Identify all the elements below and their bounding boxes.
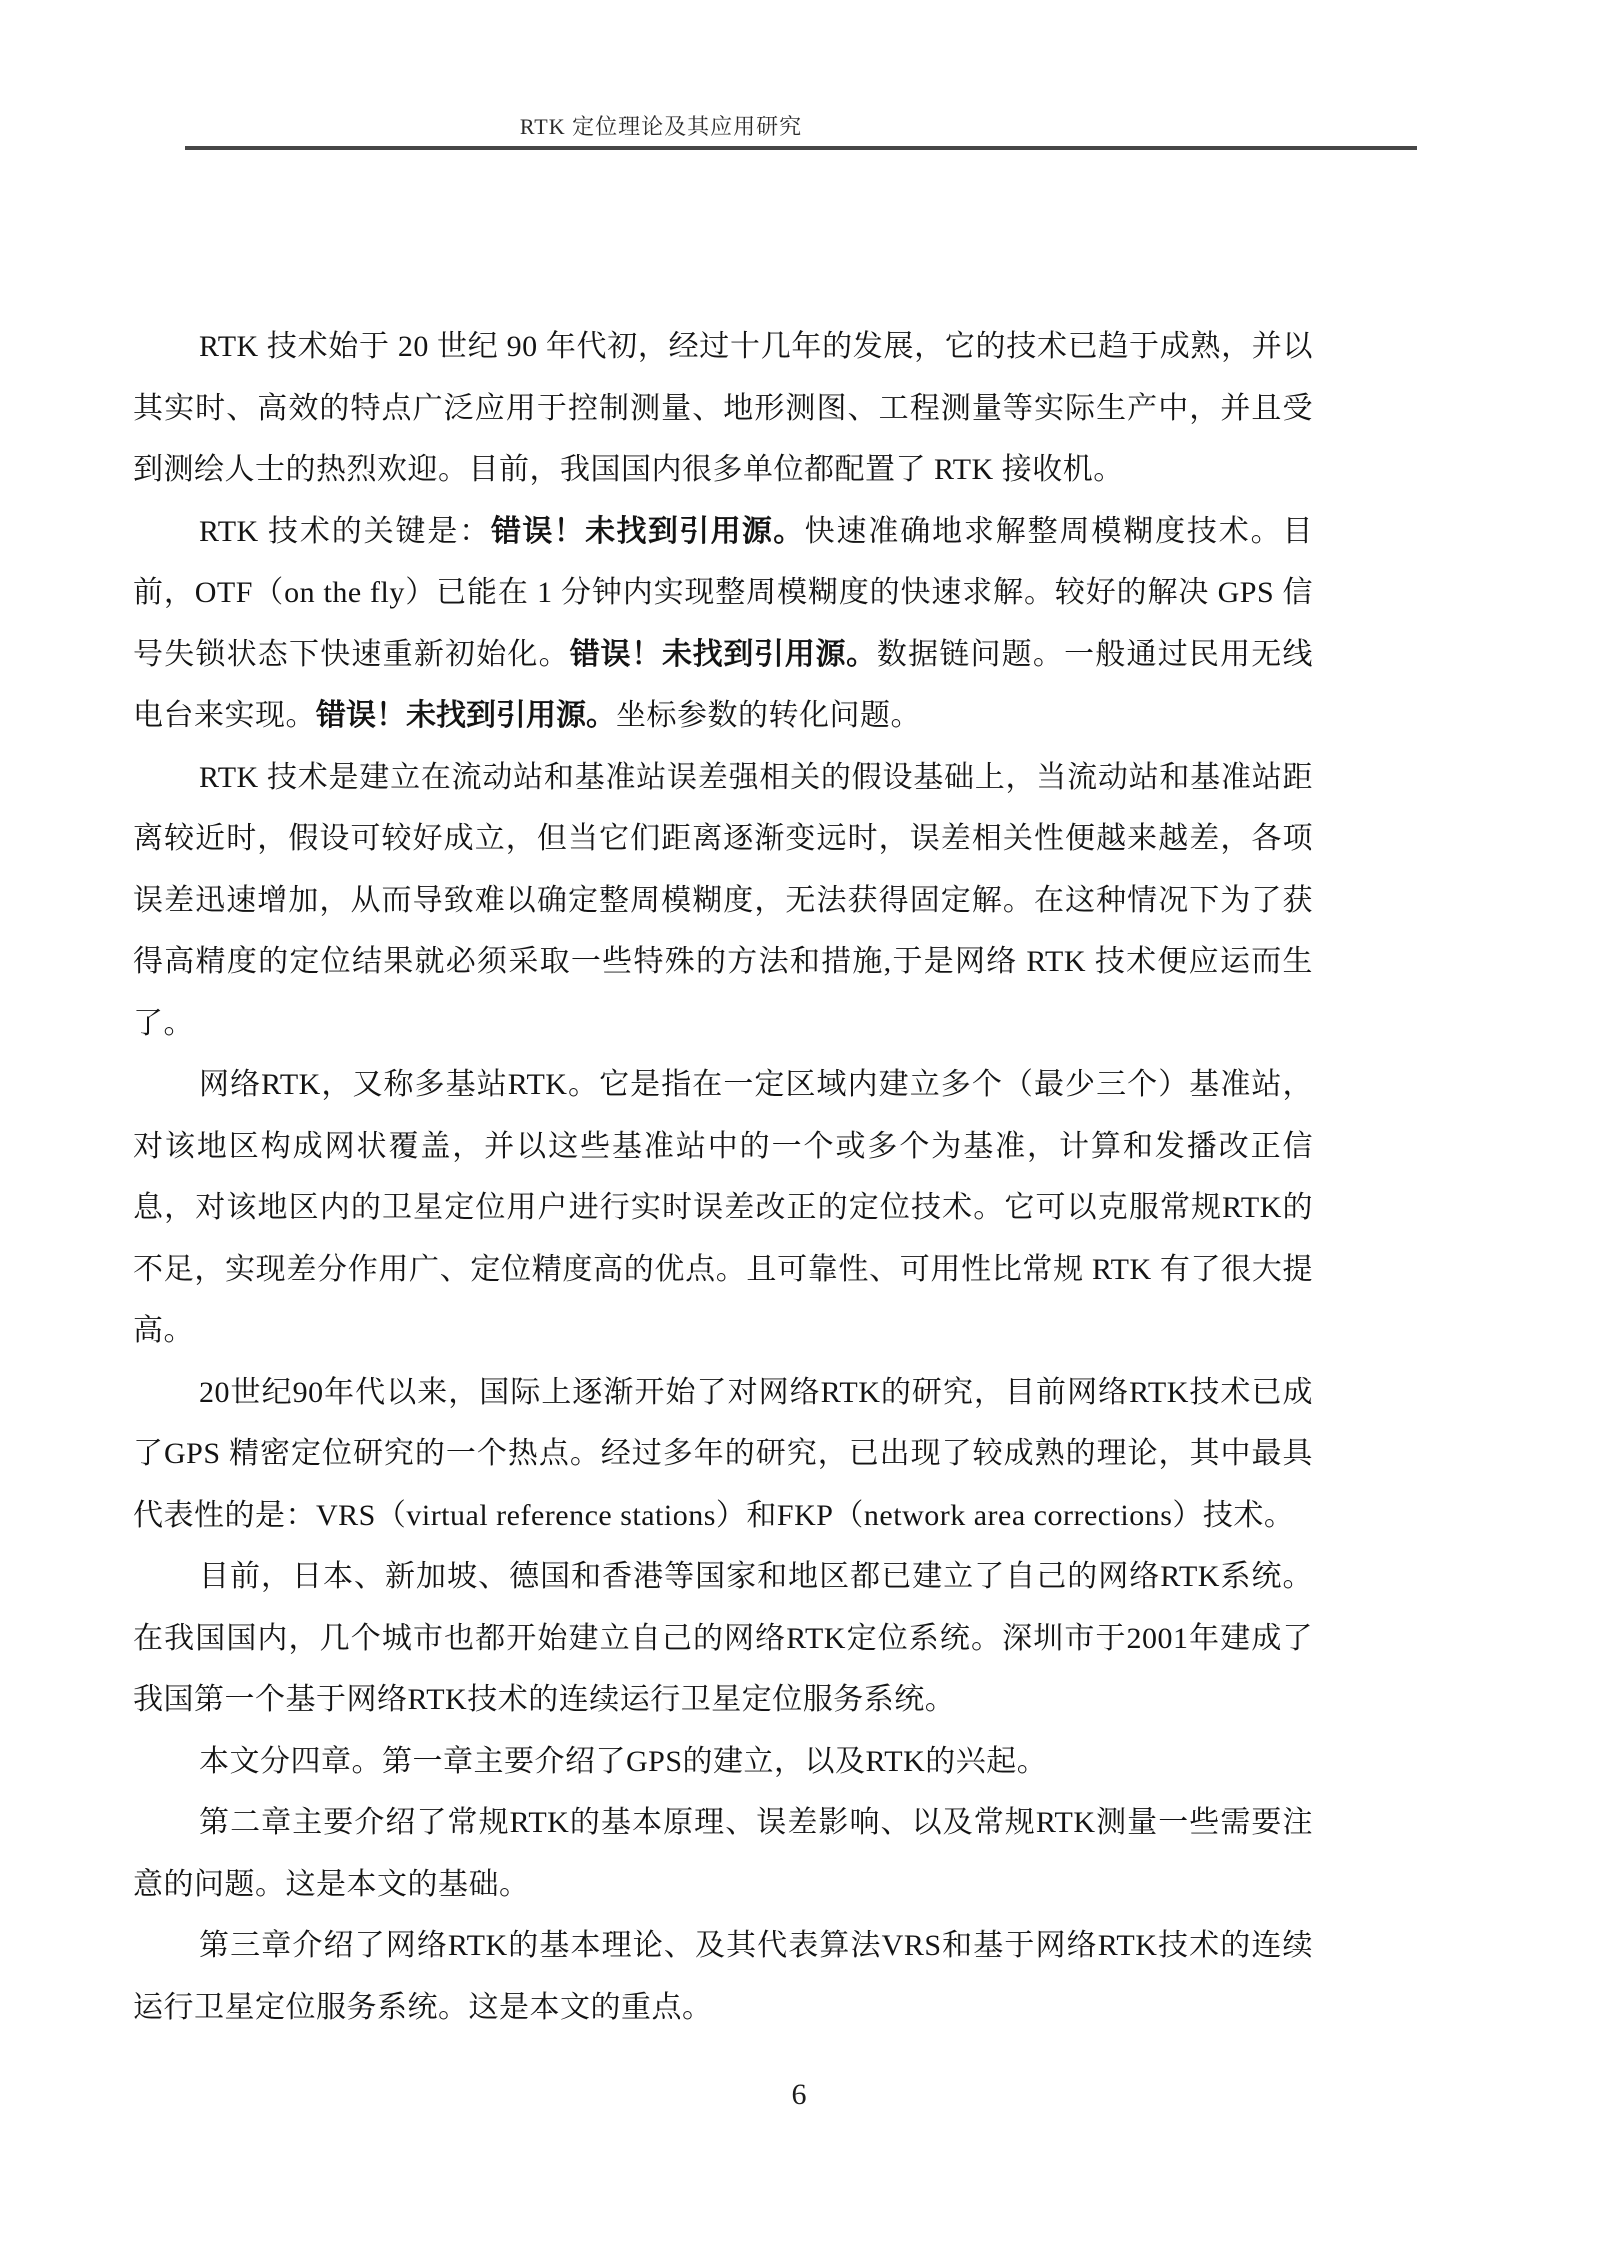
document-body (133, 316, 1313, 2038)
page-number: 6 (791, 2078, 807, 2111)
page-header-title: RTK 定位理论及其应用研究 (519, 114, 803, 139)
text-run: RTK 技术始于 20 世纪 90 年代初，经过十几年的发展，它的技术已趋于成熟，并以其实时、高效的特点广泛应用于控制测量、地形测图、工程测量等实际生产中，并且受到测绘人士的热烈欢迎。目前，我国国内很多单位都配置了 RTK 接收机。 (133, 330, 1313, 486)
error-ref-bold-run: 错误！未找到引用源。 (569, 637, 877, 671)
error-ref-bold-run: 错误！未找到引用源。 (316, 699, 616, 732)
paragraph (133, 1362, 1313, 1547)
text-run: RTK 技术的关键是： (199, 514, 492, 548)
paragraph (133, 1792, 1313, 1915)
paragraph (133, 1731, 1313, 1793)
paragraph (133, 501, 1313, 747)
text-run: 20世纪90年代以来，国际上逐渐开始了对网络RTK的研究，目前网络RTK技术已成了GPS 精密定位研究的一个热点。经过多年的研究，已出现了较成熟的理论，其中最具代表性的是：VRS（virtual reference stations）和FKP（network area corrections）技术。 (133, 1375, 1313, 1532)
error-ref-bold-run: 错误！未找到引用源。 (491, 514, 805, 548)
paragraph (133, 1915, 1313, 2038)
paragraph (133, 1054, 1313, 1362)
text-run: 本文分四章。第一章主要介绍了GPS的建立，以及RTK的兴起。 (199, 1744, 1048, 1778)
text-run: 坐标参数的转化问题。 (616, 699, 921, 732)
text-run: RTK 技术是建立在流动站和基准站误差强相关的假设基础上，当流动站和基准站距离较近时，假设可较好成立，但当它们距离逐渐变远时，误差相关性便越来越差，各项误差迅速增加，从而导致难以确定整周模糊度，无法获得固定解。在这种情况下为了获得高精度的定位结果就必须采取一些特殊的方法和措施,于是网络 RTK 技术便应运而生了。 (133, 760, 1313, 1040)
text-run: 网络RTK，又称多基站RTK。它是指在一定区域内建立多个（最少三个）基准站，对该地区构成网状覆盖，并以这些基准站中的一个或多个为基准，计算和发播改正信息，对该地区内的卫星定位用户进行实时误差改正的定位技术。它可以克服常规RTK的不足，实现差分作用广、定位精度高的优点。且可靠性、可用性比常规 RTK 有了很大提高。 (133, 1068, 1313, 1347)
header-rule (185, 146, 1417, 150)
paragraph (133, 1546, 1313, 1731)
text-run: 快速准确地求解整周模糊度技术。目前，OTF（on the fly）已能在 1 分钟内实现整周模糊度的快速求解。较好的解决 GPS 信号失锁状态下快速重新初始化。 (133, 514, 1314, 671)
paragraph (133, 316, 1313, 501)
text-run: 第二章主要介绍了常规RTK的基本原理、误差影响、以及常规RTK测量一些需要注意的问题。这是本文的基础。 (133, 1806, 1313, 1901)
text-run: 目前，日本、新加坡、德国和香港等国家和地区都已建立了自己的网络RTK系统。在我国国内，几个城市也都开始建立自己的网络RTK定位系统。深圳市于2001年建成了我国第一个基于网络RTK技术的连续运行卫星定位服务系统。 (133, 1560, 1313, 1716)
paragraph (133, 747, 1313, 1055)
text-run: 第三章介绍了网络RTK的基本理论、及其代表算法VRS和基于网络RTK技术的连续运行卫星定位服务系统。这是本文的重点。 (133, 1929, 1313, 2024)
text-run: 数据链问题。一般通过民用无线电台来实现。 (133, 637, 1314, 732)
